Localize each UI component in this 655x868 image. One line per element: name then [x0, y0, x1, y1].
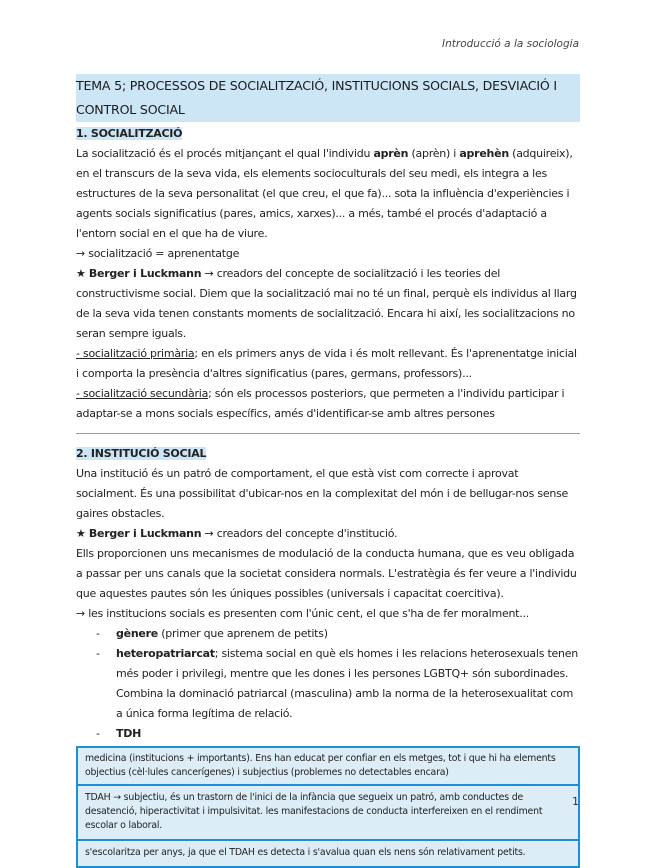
secondary-socialization: - socialització secundària; són els processos posteriors, que permeten a l'individu participar i adaptar-se a mons socials específics, amés d'identificar-se amb altres persones: [76, 387, 565, 420]
tdah-notes-box: [76, 746, 580, 868]
berger-luckmann-note-1: ★ Berger i Luckmann → creadors del concepte de socialització i les teories del constructivisme social. Diem que la socialització mai no té un final, perquè els individus al llarg de la seva vida tenen constants moments de socialització. Encara hi així, les socialitzacions no seran sempre iguals.: [76, 267, 577, 340]
section-1-heading: 1. SOCIALITZACIÓ: [76, 127, 183, 140]
berger-luckmann-note-2: ★ Berger i Luckmann → creadors del concepte d'institució.: [76, 527, 398, 540]
note-schooling: s'escolaritza per anys, ja que el TDAH es detecta i s'avalua quan els nens són relativament petits.: [78, 839, 578, 866]
institution-examples-list: [76, 624, 580, 744]
star-icon: ★: [76, 267, 89, 280]
running-header: Introducció a la sociologia: [442, 38, 579, 50]
page-content: [76, 74, 580, 868]
institution-mechanisms: Ells proporcionen uns mecanismes de modulació de la conducta humana, que es veu obligada a passar per uns canals que la societat considera normals. L'estratègia és fer veure a l'individu que aquestes pautes són les úniques possibles (universals i capacitat coercitiva).: [76, 547, 577, 600]
institution-moral-note: → les institucions socials es presenten com l'únic cent, el que s'ha de fer moralment...: [76, 607, 529, 620]
section-divider: [76, 433, 580, 434]
note-medicine: medicina (institucions + importants). Ens han educat per confiar en els metges, tot i que hi ha elements objectius (cèl·lules cancerígenes) i subjectius (problemes no detectables encara): [85, 753, 556, 778]
list-item: - TDH: [96, 727, 142, 740]
topic-title: [76, 74, 580, 122]
section-2-heading: 2. INSTITUCIÓ SOCIAL: [76, 447, 207, 460]
primary-socialization: - socialització primària; en els primers anys de vida i és molt rellevant. És l'aprenentatge inicial i comporta la presència d'altres significatius (pares, germans, professors)...: [76, 347, 577, 380]
list-item: - heteropatriarcat; sistema social en què els homes i les relacions heterosexuals tenen més poder i privilegi, mentre que les dones i les persones LGBTQ+ són subordinades. Combina la dominació patriarcal (masculina) amb la norma de la heterosexualitat com a única forma legítima de relació.: [96, 647, 578, 720]
list-item: - gènere (primer que aprenem de petits): [96, 627, 328, 640]
page-number: 1: [572, 795, 579, 808]
socialization-equation: → socialització = aprenentatge: [76, 247, 240, 260]
star-icon: ★: [76, 527, 89, 540]
topic-title-line-1: TEMA 5; PROCESSOS DE SOCIALITZACIÓ, INSTITUCIONS SOCIALS, DESVIACIÓ I: [76, 78, 557, 93]
institution-definition: Una institució és un patró de comportament, el que està vist com correcte i aprovat socialment. És una possibilitat d'ubicar-nos en la complexitat del món i de bellugar-nos sense gaires obstacles.: [76, 467, 569, 520]
note-tdah: TDAH → subjectiu, és un trastorn de l'inici de la infància que segueix un patró, amb conductes de desatenció, hiperactivitat i impulsivitat. les manifestacions de conducta interfereixen en el rendiment escolar o laboral.: [78, 784, 578, 839]
socialization-definition: La socialització és el procés mitjançant el qual l'individu aprèn (aprèn) i aprehèn (adquireix), en el transcurs de la seva vida, els elements socioculturals del seu medi, els integra a les estructures de la seva personalitat (el que creu, el que fa)... sota la influència d'experiències i agents socials significatius (pares, amics, xarxes)... a més, també el procés d'adaptació a l'entorn social en el que ha de viure.: [76, 147, 573, 240]
topic-title-line-2: CONTROL SOCIAL: [76, 102, 185, 117]
